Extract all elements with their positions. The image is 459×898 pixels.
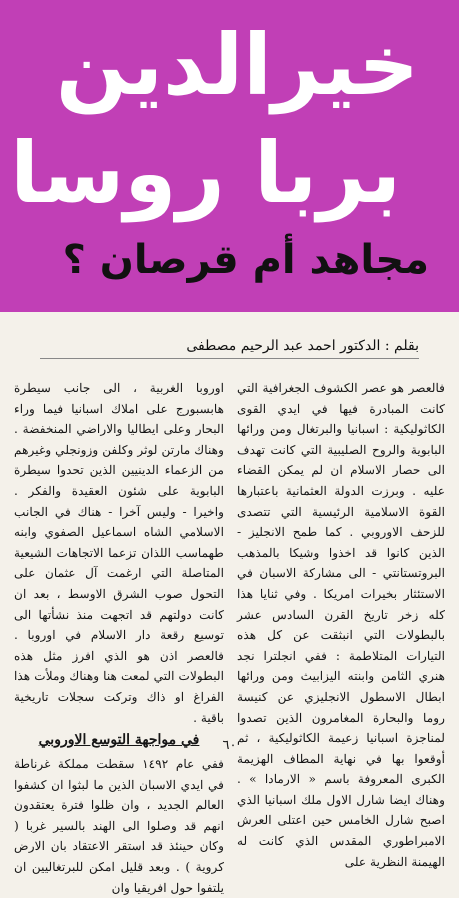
byline-divider bbox=[40, 358, 419, 359]
author-byline: بقلم : الدكتور احمد عبد الرحيم مصطفى bbox=[186, 338, 419, 354]
article-subtitle: مجاهد أم قرصان ؟ bbox=[62, 237, 429, 283]
article-paragraph: اوروبا الغربية ، الى جانب سيطرة هابسبورج على املاك اسبانيا فيما وراء البحار وعلى ايطاليا والاراضي المنخفضة . وهناك مارتن لوثر وكلفن وزونجلي وغيرهم من الزعماء الدينيين الذين تحدوا سيطرة البابوية على شئون العقيدة والفكر . واخيرا - وليس آخرا - هناك في الجانب الاسلامي الشاه اسماعيل الصفوي وابنه طهماسب اللذان تزعما الاتجاهات الشيعية المتاصلة التي ارغمت آل عثمان على التحول صوب الشرق الاوسط ، بعد ان كانت دولتهم قد اتجهت منذ نشأتها الى توسيع رقعة دار الاسلام في اوروبا . فالعصر اذن هو الذي افرز مثل هذه البطولات التي لمعت هنا وهناك وملأت هذا الفراغ او ذاك وتركت سجلات تاريخية باقية . bbox=[14, 381, 224, 725]
article-title-line-2: بربا روسا bbox=[10, 124, 401, 222]
article-title-line-1: خيرالدين bbox=[55, 16, 419, 114]
article-column-right bbox=[237, 378, 445, 872]
title-banner bbox=[0, 0, 459, 312]
article-paragraph: فالعصر هو عصر الكشوف الجغرافية التي كانت المبادرة فيها في ايدي القوى الكاثوليكية : اسبانيا والبرتغال ومن ورائها البابوية والروح الصليبية التي كانت تهدف الى حصار الاسلام ان لم يمكن القضاء عليه . وبرزت الدولة العثمانية باعتبارها القوة الاسلامية الرئيسية التي تتصدى للزحف الاوروبي . كما طمح الانجليز - الذين كانوا قد اخذوا وشيكا بالمذهب البروتستانتي - الى مشاركة الاسبان في الاستئثار بخيرات امريكا . وفي ثنايا هذا كله زخر تاريخ القرن السادس عشر بالبطولات التي انبثقت عن كل هذه التيارات المتلاطمة : ففي انجلترا نجد هنري الثامن وابنته اليزابيث ومن ورائها ابطال الاسطول الانجليزي عن كنيسة روما والبحارة المغامرون الذين تصدوا لمناجزة اسبانيا زعيمة الكاثوليكية ، ثم أوقعوا بها في نهاية المطاف الهزيمة الكبرى المعروفة باسم « الارمادا » . وهناك ايضا شارل الاول ملك اسبانيا الذي اصبح شارل الخامس حين اعتلى العرش الامبراطوري المقدس الذي كانت له الهيمنة النظرية على bbox=[237, 381, 445, 869]
section-heading: في مواجهة التوسع الاوروبي bbox=[38, 732, 200, 749]
article-column-left bbox=[14, 378, 224, 898]
article-paragraph: ففي عام ١٤٩٢ سقطت مملكة غرناطة في ايدي الاسبان الذين ما لبثوا ان كشفوا العالم الجديد ، وان ظلوا فترة يعتقدون انهم قد وصلوا الى الهند بالسير غربا ( وكان حينئذ قد استقر الاعتقاد بان الارض كروية ) . وبعد قليل امكن للبرتغاليين ان يلتفوا حول افريقيا وان bbox=[14, 757, 224, 895]
page-number: ٦٠ bbox=[222, 738, 237, 753]
